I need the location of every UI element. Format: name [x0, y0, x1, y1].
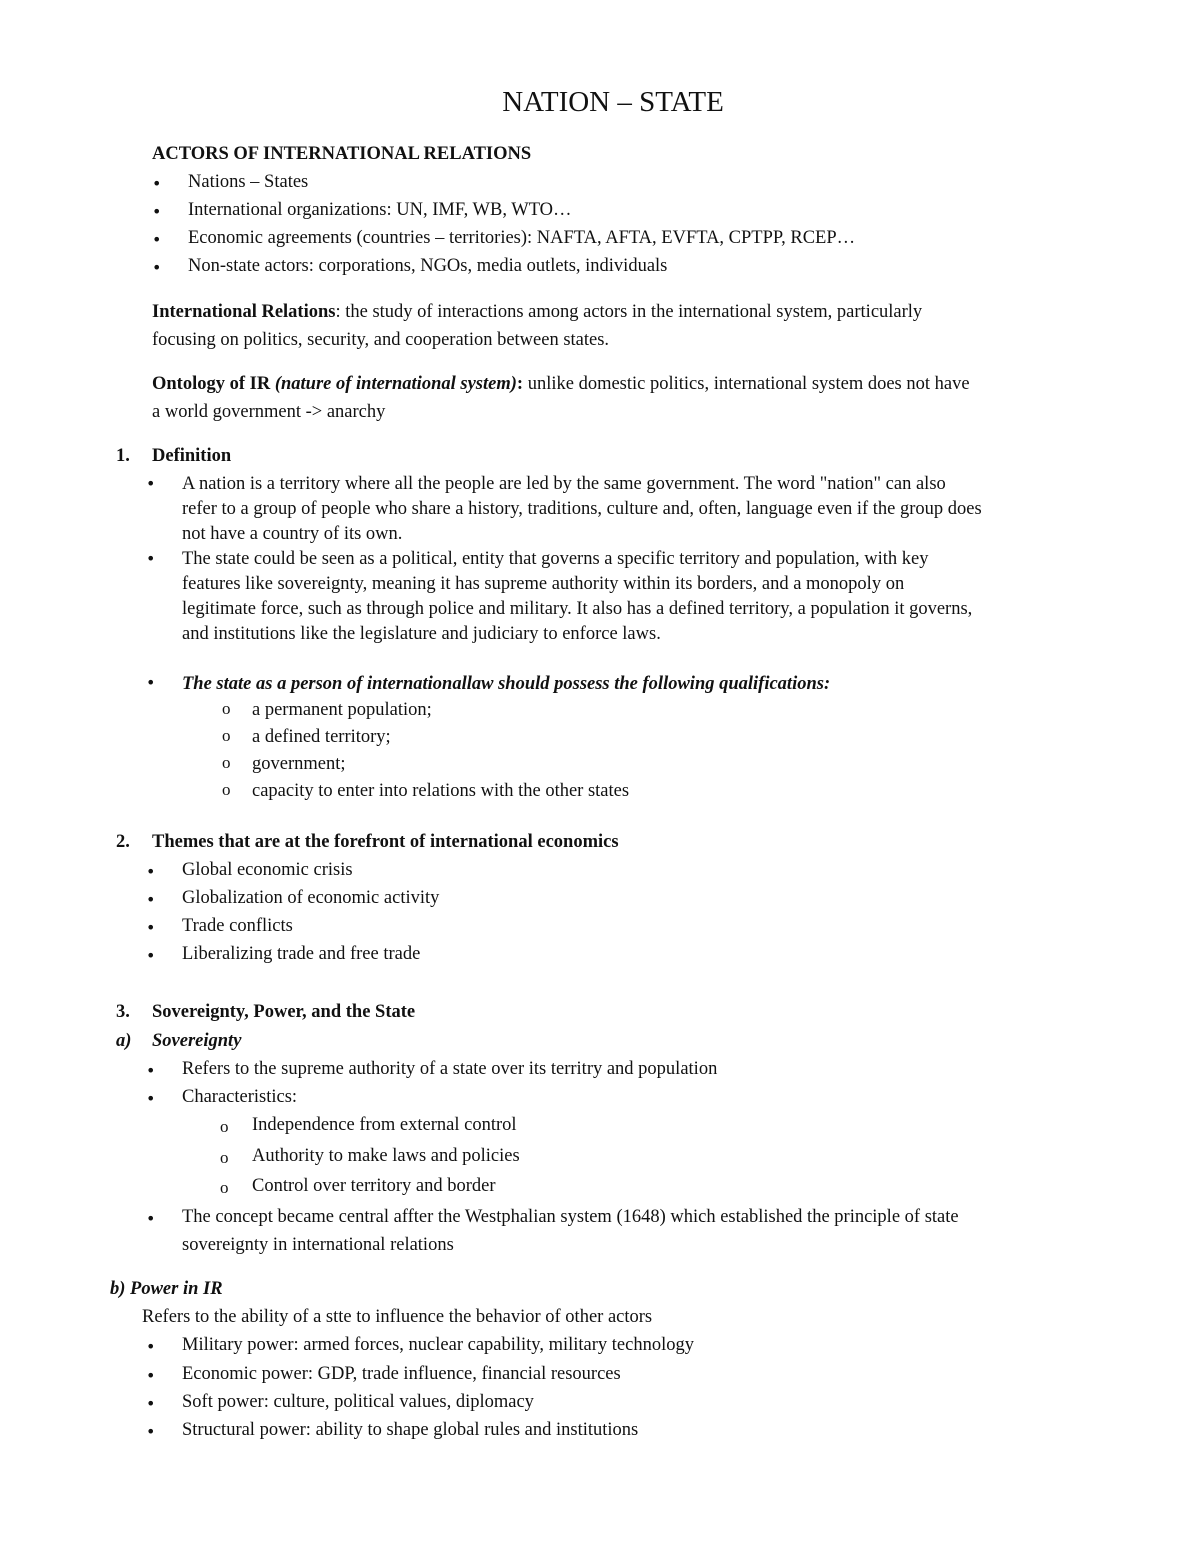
- actors-item: International organizations: UN, IMF, WB, WTO…: [188, 200, 572, 220]
- section-number: 3.: [116, 1002, 130, 1022]
- bullet-icon: •: [146, 918, 156, 937]
- circle-bullet-icon: o: [222, 780, 231, 799]
- nation-definition-line: refer to a group of people who share a history, traditions, culture and, often, language even if the group does: [182, 499, 982, 519]
- ir-definition-line-2: focusing on politics, security, and cooperation between states.: [152, 330, 610, 350]
- subsection-label: a): [116, 1031, 132, 1051]
- section-heading: Sovereignty, Power, and the State: [152, 1002, 416, 1022]
- qualification-item: a defined territory;: [252, 727, 391, 747]
- sovereignty-item: Refers to the supreme authority of a state over its territry and population: [182, 1059, 718, 1079]
- theme-item: Globalization of economic activity: [182, 888, 440, 908]
- theme-item: Trade conflicts: [182, 916, 293, 936]
- qualification-item: a permanent population;: [252, 700, 432, 720]
- bullet-icon: •: [146, 890, 156, 909]
- section-heading: Themes that are at the forefront of international economics: [152, 832, 619, 852]
- characteristic-item: Independence from external control: [252, 1115, 517, 1135]
- state-definition-line: legitimate force, such as through police and military. It also has a defined territory, a population it governs,: [182, 599, 973, 619]
- state-definition-line: The state could be seen as a political, entity that governs a specific territory and population, with key: [182, 549, 929, 569]
- nation-definition-line: A nation is a territory where all the people are led by the same government. The word "nation" can also: [182, 474, 946, 494]
- subsection-heading: b) Power in IR: [110, 1279, 223, 1299]
- bullet-icon: •: [152, 174, 162, 193]
- characteristic-item: Authority to make laws and policies: [252, 1146, 520, 1166]
- section-number: 1.: [116, 446, 130, 466]
- ontology-line: [152, 372, 970, 396]
- actors-item: Economic agreements (countries – territories): NAFTA, AFTA, EVFTA, CPTPP, RCEP…: [188, 228, 856, 248]
- section-heading: Definition: [152, 446, 232, 466]
- circle-bullet-icon: o: [220, 1148, 229, 1167]
- circle-bullet-icon: o: [220, 1178, 229, 1197]
- power-item: Economic power: GDP, trade influence, financial resources: [182, 1364, 621, 1384]
- circle-bullet-icon: o: [222, 753, 231, 772]
- actors-heading: ACTORS OF INTERNATIONAL RELATIONS: [152, 144, 532, 164]
- ir-definition-text: : the study of interactions among actors in the international system, particularly: [335, 302, 923, 322]
- power-item: Soft power: culture, political values, diplomacy: [182, 1392, 534, 1412]
- ir-term: International Relations: [152, 302, 336, 322]
- westphalian-line: sovereignty in international relations: [182, 1235, 454, 1255]
- characteristic-item: Control over territory and border: [252, 1176, 496, 1196]
- section-number: 2.: [116, 832, 130, 852]
- power-item: Military power: armed forces, nuclear capability, military technology: [182, 1335, 694, 1355]
- bullet-icon: •: [146, 862, 156, 881]
- ontology-paren: (nature of international system): [274, 374, 517, 394]
- bullet-icon: •: [146, 1337, 156, 1356]
- theme-item: Global economic crisis: [182, 860, 353, 880]
- sovereignty-item: Characteristics:: [182, 1087, 298, 1107]
- bullet-icon: •: [152, 202, 162, 221]
- bullet-icon: •: [146, 673, 156, 692]
- nation-definition-line: not have a country of its own.: [182, 524, 403, 544]
- actors-item: Non-state actors: corporations, NGOs, media outlets, individuals: [188, 256, 668, 276]
- bullet-icon: •: [152, 230, 162, 249]
- ontology-colon: :: [516, 374, 524, 394]
- bullet-icon: •: [146, 946, 156, 965]
- ontology-term: Ontology of IR: [152, 374, 275, 394]
- power-item: Structural power: ability to shape global rules and institutions: [182, 1420, 639, 1440]
- document-title: NATION – STATE: [502, 86, 724, 118]
- bullet-icon: •: [146, 549, 156, 568]
- qualification-item: capacity to enter into relations with the other states: [252, 781, 630, 801]
- ontology-text: unlike domestic politics, international system does not have: [523, 374, 970, 394]
- bullet-icon: •: [146, 1061, 156, 1080]
- state-definition-line: features like sovereignty, meaning it has supreme authority within its borders, and a monopoly on: [182, 574, 905, 594]
- circle-bullet-icon: o: [222, 726, 231, 745]
- bullet-icon: •: [146, 474, 156, 493]
- qualifications-heading: The state as a person of internationallaw should possess the following qualifications:: [182, 674, 831, 694]
- bullet-icon: •: [146, 1394, 156, 1413]
- bullet-icon: •: [146, 1089, 156, 1108]
- bullet-icon: •: [146, 1209, 156, 1228]
- power-intro: Refers to the ability of a stte to influence the behavior of other actors: [142, 1307, 653, 1327]
- theme-item: Liberalizing trade and free trade: [182, 944, 421, 964]
- ontology-line-2: a world government -> anarchy: [152, 402, 386, 422]
- ir-definition-line: [152, 300, 922, 324]
- actors-item: Nations – States: [188, 172, 309, 192]
- qualification-item: government;: [252, 754, 346, 774]
- bullet-icon: •: [146, 1366, 156, 1385]
- bullet-icon: •: [152, 258, 162, 277]
- state-definition-line: and institutions like the legislature and judiciary to enforce laws.: [182, 624, 661, 644]
- circle-bullet-icon: o: [220, 1117, 229, 1136]
- bullet-icon: •: [146, 1422, 156, 1441]
- westphalian-line: The concept became central affter the Westphalian system (1648) which established the principle of state: [182, 1207, 959, 1227]
- subsection-heading: Sovereignty: [152, 1031, 242, 1051]
- circle-bullet-icon: o: [222, 699, 231, 718]
